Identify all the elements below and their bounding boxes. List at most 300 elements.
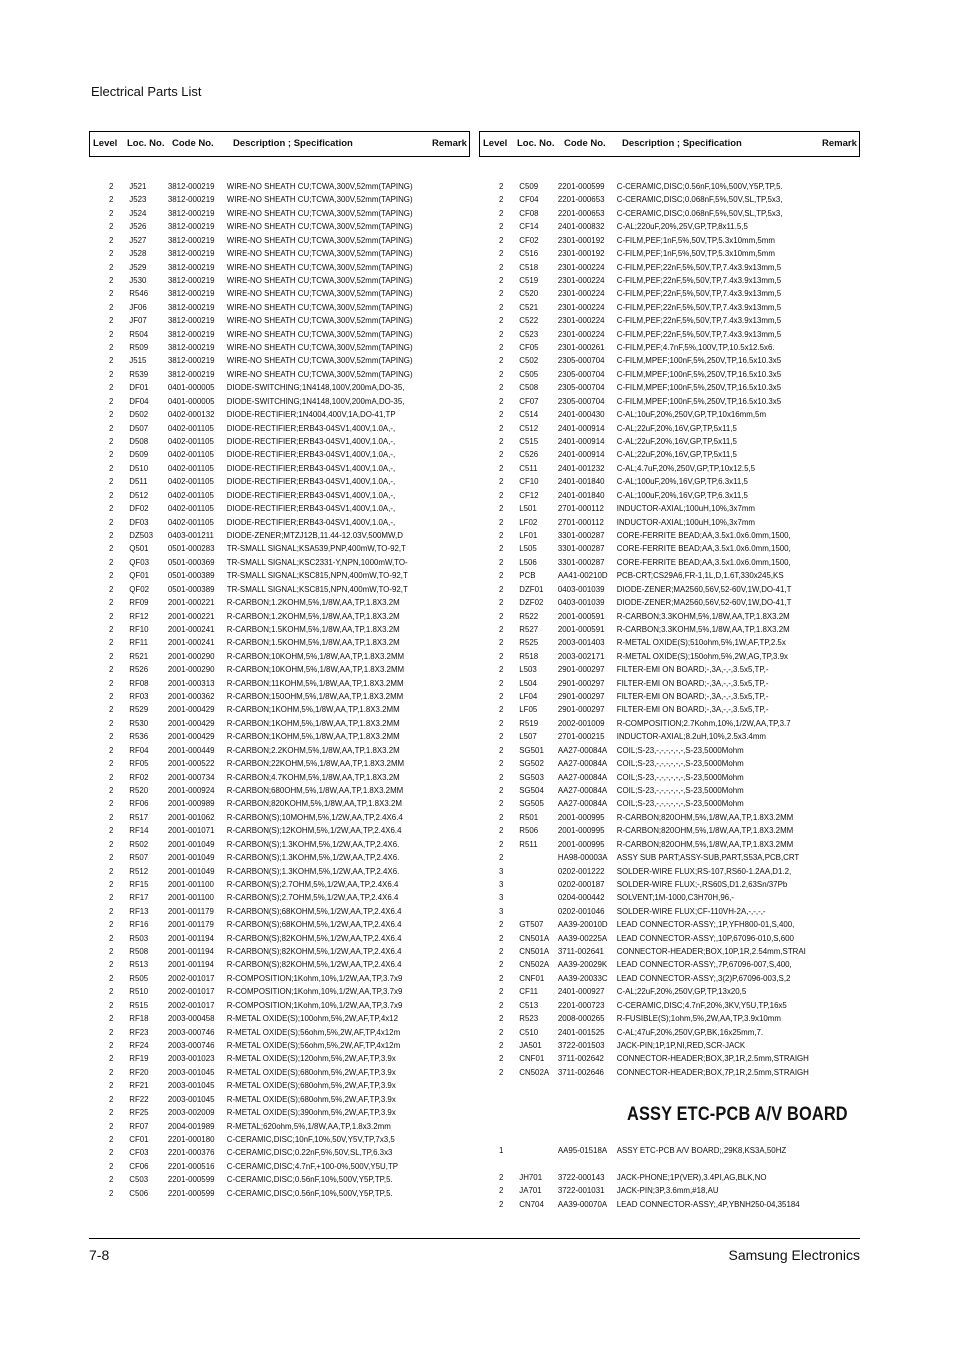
loc-cell: R509 [129, 342, 149, 353]
loc-cell: SG502 [519, 758, 544, 769]
code-cell: 2201-000653 [557, 207, 605, 218]
code-cell: 2201-000723 [557, 999, 605, 1010]
loc-cell: D512 [129, 489, 149, 500]
desc-cell: DIODE-RECTIFIER;ERB43-04SV1,400V,1.0A,-, [226, 476, 396, 487]
loc-cell: LF01 [519, 529, 538, 540]
desc-header: Description ; Specification [622, 138, 742, 149]
table-row [499, 287, 830, 300]
desc-cell: R-METAL OXIDE(S);56ohm,5%,2W,AF,TP,4x12m [226, 1026, 401, 1037]
loc-cell: CF02 [519, 234, 539, 245]
level-cell: 2 [109, 181, 114, 191]
desc-cell: WIRE-NO SHEATH CU;TCWA,300V,52mm(TAPING) [226, 248, 413, 259]
code-cell: 2901-000297 [557, 664, 605, 675]
table-row [109, 636, 440, 649]
loc-cell: CF03 [129, 1147, 149, 1158]
table-row [499, 368, 830, 381]
desc-cell: WIRE-NO SHEATH CU;TCWA,300V,52mm(TAPING) [226, 274, 413, 285]
level-cell: 2 [109, 462, 114, 473]
level-cell: 2 [109, 865, 114, 876]
level-cell: 2 [109, 543, 114, 554]
desc-cell: COIL;S-23,-,-,-,-,-,-,S-23,5000Mohm [616, 771, 744, 782]
table-row [499, 1171, 830, 1184]
code-cell: AA39-20010D [557, 919, 608, 930]
loc-cell: RF25 [129, 1107, 149, 1118]
code-cell: 2001-001071 [167, 825, 215, 836]
table-row [109, 730, 440, 743]
desc-cell: R-CARBON;820OHM,5%,1/8W,AA,TP,1.8X3.2MM [616, 838, 794, 849]
code-cell: 3812-000219 [167, 181, 215, 191]
desc-cell: C-AL;100uF,20%,16V,GP,TP,6.3x11,5 [616, 489, 748, 500]
table-row [109, 918, 440, 931]
code-cell: 2305-000704 [557, 395, 605, 406]
loc-cell: C512 [519, 422, 539, 433]
code-cell: 2301-000224 [557, 288, 605, 299]
desc-cell: R-CARBON;22KOHM,5%,1/8W,AA,TP,1.8X3.2MM [226, 758, 405, 769]
code-cell: 2201-000599 [167, 1174, 215, 1185]
level-cell: 2 [499, 355, 504, 366]
code-cell: 0402-001105 [167, 489, 214, 500]
loc-cell: RF16 [129, 919, 149, 930]
desc-cell: DIODE-RECTIFIER;ERB43-04SV1,400V,1.0A,-, [226, 449, 396, 460]
code-cell: 2201-000516 [167, 1160, 215, 1171]
loc-cell: RF14 [129, 825, 149, 836]
code-cell: 2201-000599 [167, 1187, 215, 1198]
desc-cell: C-AL;22uF,20%,250V,GP,TP,13x20,5 [616, 986, 747, 997]
desc-cell: WIRE-NO SHEATH CU;TCWA,300V,52mm(TAPING) [226, 315, 413, 326]
table-row [109, 1039, 440, 1052]
table-row [499, 1066, 830, 1079]
level-cell: 2 [109, 919, 114, 930]
loc-cell: R506 [519, 825, 539, 836]
loc-cell: R508 [129, 946, 149, 957]
desc-cell: C-FILM,MPEF;100nF,5%,250V,TP,16.5x10.3x5 [616, 355, 782, 366]
loc-cell: CF05 [519, 342, 539, 353]
level-cell: 2 [499, 221, 504, 232]
loc-cell: CF04 [519, 194, 539, 205]
loc-cell: DZ503 [129, 529, 153, 540]
code-cell: 3711-002642 [557, 1053, 604, 1064]
loc-cell: R501 [519, 811, 539, 822]
code-cell: 0402-001105 [167, 422, 214, 433]
desc-cell: R-CARBON(S);1.3KOHM,5%,1/2W,AA,TP,2.4X6. [226, 838, 400, 849]
level-cell: 2 [499, 691, 504, 702]
loc-cell: D509 [129, 449, 149, 460]
level-cell: 2 [499, 301, 504, 312]
desc-cell: R-CARBON(S);1.3KOHM,5%,1/2W,AA,TP,2.4X6. [226, 865, 400, 876]
desc-cell: WIRE-NO SHEATH CU;TCWA,300V,52mm(TAPING) [226, 355, 413, 366]
loc-cell: C509 [519, 181, 539, 191]
desc-cell: C-FILM,PEF;22nF,5%,50V,TP,7.4x3.9x13mm,5 [616, 288, 782, 299]
desc-cell: R-CARBON(S);82KOHM,5%,1/2W,AA,TP,2.4X6.4 [226, 946, 402, 957]
table-row [499, 489, 830, 502]
loc-cell: DF03 [129, 516, 149, 527]
level-cell: 2 [109, 717, 114, 728]
level-cell: 2 [109, 301, 114, 312]
loc-cell: R504 [129, 328, 149, 339]
desc-cell: SOLDER-WIRE FLUX;CF-110VH-2A,-,-,-,- [616, 905, 766, 916]
loc-cell: J515 [129, 355, 147, 366]
code-cell: 2201-000653 [557, 194, 605, 205]
desc-cell: FILTER-EMI ON BOARD;-,3A,-,-,3.5x5,TP,- [616, 691, 769, 702]
loc-cell: RF07 [129, 1120, 149, 1131]
code-cell: 2201-000376 [167, 1147, 215, 1158]
code-cell: 3812-000219 [167, 234, 215, 245]
table-row [109, 1052, 440, 1065]
level-cell: 2 [109, 784, 114, 795]
code-cell: 2004-001989 [167, 1120, 215, 1131]
desc-cell: R-CARBON;150OHM,5%,1/8W,AA,TP,1.8X3.2MM [226, 691, 404, 702]
table-row [499, 677, 830, 690]
loc-cell: DF01 [129, 382, 149, 393]
level-cell: 2 [109, 999, 114, 1010]
loc-cell: CF12 [519, 489, 539, 500]
code-cell: 3301-000287 [557, 556, 605, 567]
loc-cell: RF11 [129, 637, 148, 648]
loc-cell: C514 [519, 409, 539, 420]
level-cell: 2 [109, 274, 114, 285]
desc-cell: DIODE-RECTIFIER;ERB43-04SV1,400V,1.0A,-, [226, 462, 396, 473]
loc-cell: RF24 [129, 1040, 149, 1050]
level-cell: 2 [109, 664, 114, 675]
table-row [499, 408, 830, 421]
loc-cell: R515 [129, 999, 149, 1010]
table-row [499, 972, 830, 985]
code-cell: 3812-000219 [167, 221, 215, 232]
level-cell: 2 [499, 677, 504, 688]
loc-cell: CF07 [519, 395, 539, 406]
level-cell: 2 [109, 194, 114, 205]
table-row [109, 1160, 440, 1173]
loc-cell: C521 [519, 301, 539, 312]
loc-cell: J528 [129, 248, 147, 259]
code-cell: 2002-001017 [167, 986, 215, 997]
level-cell: 2 [499, 248, 504, 259]
code-cell: 2001-000522 [167, 758, 215, 769]
desc-cell: TR-SMALL SIGNAL;KSC2331-Y,NPN,1000mW,TO- [226, 556, 408, 567]
table-row [499, 261, 830, 274]
loc-cell: RF04 [129, 744, 149, 755]
table-row [499, 730, 830, 743]
desc-cell: COIL;S-23,-,-,-,-,-,-,S-23,5000Mohm [616, 798, 744, 809]
code-cell: 0402-001105 [167, 462, 214, 473]
desc-cell: CONNECTOR-HEADER;BOX,3P,1R,2.5mm,STRAIGH [616, 1053, 809, 1064]
code-cell: 3722-000143 [557, 1172, 605, 1182]
table-row [499, 824, 830, 837]
loc-cell: J521 [129, 181, 147, 191]
level-cell: 2 [109, 932, 114, 943]
desc-cell: C-AL;100uF,20%,16V,GP,TP,6.3x11,5 [616, 476, 748, 487]
loc-cell: R522 [519, 610, 539, 621]
desc-cell: R-CARBON;680OHM,5%,1/8W,AA,TP,1.8X3.2MM [226, 784, 404, 795]
loc-cell: RF13 [129, 905, 149, 916]
desc-cell: WIRE-NO SHEATH CU;TCWA,300V,52mm(TAPING) [226, 301, 413, 312]
table-row [109, 180, 440, 193]
desc-cell: R-METAL OXIDE(S);510ohm,5%,1W,AF,TP,2.5x [616, 637, 786, 648]
code-cell: 0402-001105 [167, 476, 214, 487]
company-name: Samsung Electronics [728, 1247, 860, 1263]
code-cell: 0403-001039 [557, 583, 605, 594]
desc-cell: LEAD CONNECTOR-ASSY;,10P,67096-010,S,600 [616, 932, 794, 943]
level-cell: 2 [499, 503, 504, 514]
desc-cell: ASSY SUB PART;ASSY-SUB,PART,S53A,PCB,CRT [616, 852, 800, 863]
loc-cell: R546 [129, 288, 149, 299]
table-row [109, 1120, 440, 1133]
desc-cell: WIRE-NO SHEATH CU;TCWA,300V,52mm(TAPING) [226, 194, 413, 205]
level-cell: 2 [499, 342, 504, 353]
desc-cell: R-CARBON;1KOHM,5%,1/8W,AA,TP,1.8X3.2MM [226, 704, 400, 715]
level-cell: 2 [499, 1053, 504, 1064]
desc-cell: ASSY ETC-PCB A/V BOARD;,29K8,KS3A,50HZ [616, 1145, 787, 1155]
table-row [109, 475, 440, 488]
desc-cell: R-CARBON;4.7KOHM,5%,1/8W,AA,TP,1.8X3.2M [226, 771, 400, 782]
desc-cell: R-CARBON;3.3KOHM,5%,1/8W,AA,TP,1.8X3.2M [616, 610, 790, 621]
desc-cell: CORE-FERRITE BEAD;AA,3.5x1.0x6.0mm,1500, [616, 556, 791, 567]
desc-cell: INDUCTOR-AXIAL;100uH,10%,3x7mm [616, 516, 756, 527]
level-cell: 2 [499, 771, 504, 782]
desc-cell: R-CARBON;1KOHM,5%,1/8W,AA,TP,1.8X3.2MM [226, 717, 400, 728]
table-row [499, 193, 830, 206]
table-row [109, 462, 440, 475]
code-cell: 2001-001062 [167, 811, 215, 822]
loc-cell: CNF01 [519, 1053, 545, 1064]
table-row [109, 744, 440, 757]
loc-cell: RF23 [129, 1026, 149, 1037]
table-row [499, 905, 830, 918]
table-row [109, 395, 440, 408]
code-cell: 3812-000219 [167, 328, 215, 339]
desc-cell: R-CARBON;2.2KOHM,5%,1/8W,AA,TP,1.8X3.2M [226, 744, 400, 755]
code-cell: 2001-001194 [167, 932, 214, 943]
table-row [499, 784, 830, 797]
loc-cell: J530 [129, 274, 147, 285]
code-cell: 2001-001049 [167, 865, 215, 876]
loc-cell: RF22 [129, 1093, 149, 1104]
loc-cell: RF17 [129, 892, 149, 903]
level-cell: 2 [499, 529, 504, 540]
desc-cell: DIODE-SWITCHING;1N4148,100V,200mA,DO-35, [226, 382, 405, 393]
loc-cell: C502 [519, 355, 539, 366]
table-row [109, 220, 440, 233]
code-cell: 2701-000112 [557, 503, 604, 514]
table-row [109, 408, 440, 421]
loc-cell: R520 [129, 784, 149, 795]
table-row [499, 811, 830, 824]
loc-cell: LF04 [519, 691, 538, 702]
loc-cell: RF03 [129, 691, 149, 702]
table-row [109, 1079, 440, 1092]
code-cell: 2001-000429 [167, 717, 215, 728]
desc-cell: FILTER-EMI ON BOARD;-,3A,-,-,3.5x5,TP,- [616, 677, 769, 688]
level-cell: 2 [109, 972, 114, 983]
loc-cell: L501 [519, 503, 537, 514]
code-cell: 2001-000989 [167, 798, 215, 809]
level-cell: 2 [499, 852, 504, 863]
loc-cell: CF14 [519, 221, 539, 232]
table-row [109, 985, 440, 998]
code-header: Code No. [172, 138, 214, 149]
table-row [499, 744, 830, 757]
desc-cell: C-AL;47uF,20%,250V,GP,BK,16x25mm,7. [616, 1026, 764, 1037]
desc-cell: C-CERAMIC,DISC;0.56nF,10%,500V,Y5P,TP,5. [616, 181, 783, 191]
desc-cell: C-CERAMIC,DISC;10nF,10%,50V,Y5V,TP,7x3,5 [226, 1133, 395, 1144]
table-row [109, 341, 440, 354]
code-cell: 0501-000389 [167, 583, 215, 594]
level-cell: 2 [109, 368, 114, 379]
code-cell: 2001-000995 [557, 811, 605, 822]
table-row [499, 475, 830, 488]
code-cell: 2401-000914 [557, 436, 605, 447]
table-row [109, 207, 440, 220]
level-cell: 2 [109, 610, 114, 621]
level-cell: 2 [499, 650, 504, 661]
table-row [109, 354, 440, 367]
code-cell: AA27-00084A [557, 771, 608, 782]
table-row [109, 663, 440, 676]
table-row [109, 261, 440, 274]
desc-cell: SOLDER-WIRE FLUX;-,RS60S,D1.2,63Sn/37Pb [616, 878, 788, 889]
level-cell: 2 [109, 1026, 114, 1037]
code-cell: 0202-000187 [557, 878, 605, 889]
code-cell: 3812-000219 [167, 261, 215, 272]
level-cell: 2 [109, 1160, 114, 1171]
table-row [499, 207, 830, 220]
section-title: Electrical Parts List [91, 84, 202, 99]
level-cell: 2 [499, 623, 504, 634]
level-cell: 2 [109, 382, 114, 393]
assy-section-title: ASSY ETC-PCB A/V BOARD [627, 1104, 848, 1125]
loc-cell: RF19 [129, 1053, 149, 1064]
loc-cell: C526 [519, 449, 539, 460]
desc-cell: WIRE-NO SHEATH CU;TCWA,300V,52mm(TAPING) [226, 288, 413, 299]
table-row [109, 502, 440, 515]
loc-cell: C508 [519, 382, 539, 393]
loc-cell: CF10 [519, 476, 539, 487]
table-row [499, 234, 830, 247]
loc-cell: SG503 [519, 771, 544, 782]
level-cell: 2 [109, 1093, 114, 1104]
table-row [109, 287, 440, 300]
level-cell: 2 [499, 328, 504, 339]
level-cell: 2 [499, 368, 504, 379]
desc-cell: DIODE-RECTIFIER;ERB43-04SV1,400V,1.0A,-, [226, 503, 396, 514]
code-cell: 2001-000591 [557, 623, 605, 634]
table-row [499, 435, 830, 448]
left-table-header [89, 131, 470, 157]
desc-cell: LEAD CONNECTOR-ASSY;,4P,YBNH250-04,35184 [616, 1198, 800, 1209]
table-row [109, 1146, 440, 1159]
level-cell: 2 [109, 529, 114, 540]
loc-header: Loc. No. [127, 138, 165, 149]
level-cell: 2 [109, 878, 114, 889]
desc-cell: R-METAL OXIDE(S);680ohm,5%,2W,AF,TP,3.9x [226, 1093, 396, 1104]
desc-cell: R-CARBON;1KOHM,5%,1/8W,AA,TP,1.8X3.2MM [226, 731, 400, 742]
code-cell: 3722-001503 [557, 1040, 605, 1050]
loc-cell: DF02 [129, 503, 149, 514]
level-cell: 2 [499, 288, 504, 299]
code-cell: 2001-000995 [557, 838, 605, 849]
loc-cell: JF06 [129, 301, 147, 312]
code-cell: 0402-001105 [167, 436, 214, 447]
code-cell: 2003-002171 [557, 650, 605, 661]
loc-cell: R518 [519, 650, 539, 661]
table-row [109, 1012, 440, 1025]
loc-cell: PCB [519, 570, 536, 581]
code-cell: 2301-000261 [557, 342, 605, 353]
desc-cell: COIL;S-23,-,-,-,-,-,-,S-23,5000Mohm [616, 784, 744, 795]
code-cell: 2001-001194 [167, 946, 214, 957]
level-cell: 2 [499, 946, 504, 957]
code-cell: 2001-000924 [167, 784, 215, 795]
level-cell: 2 [499, 207, 504, 218]
table-row [109, 247, 440, 260]
code-cell: 2008-000265 [557, 1013, 605, 1024]
desc-cell: C-AL;10uF,20%,250V,GP,TP,10x16mm,5m [616, 409, 767, 420]
desc-cell: COIL;S-23,-,-,-,-,-,-,S-23,5000Mohm [616, 758, 744, 769]
level-cell: 2 [109, 449, 114, 460]
code-cell: 3812-000219 [167, 355, 215, 366]
desc-cell: WIRE-NO SHEATH CU;TCWA,300V,52mm(TAPING) [226, 234, 413, 245]
loc-cell: C513 [519, 999, 539, 1010]
loc-cell: CN501A [519, 946, 550, 957]
loc-cell: LF05 [519, 704, 538, 715]
level-cell: 2 [499, 784, 504, 795]
desc-cell: TR-SMALL SIGNAL;KSC815,NPN,400mW,TO-92,T [226, 570, 408, 581]
code-cell: 2003-000746 [167, 1026, 215, 1037]
code-cell: 2002-001017 [167, 972, 215, 983]
code-cell: 2001-000290 [167, 650, 215, 661]
code-cell: AA27-00084A [557, 784, 608, 795]
level-cell: 2 [109, 503, 114, 514]
level-cell: 2 [499, 664, 504, 675]
level-cell: 2 [109, 422, 114, 433]
desc-cell: DIODE-RECTIFIER;ERB43-04SV1,400V,1.0A,-, [226, 422, 396, 433]
desc-cell: C-FILM,PEF;22nF,5%,50V,TP,7.4x3.9x13mm,5 [616, 274, 782, 285]
loc-cell: LF02 [519, 516, 538, 527]
desc-cell: C-FILM,PEF;22nF,5%,50V,TP,7.4x3.9x13mm,5 [616, 328, 782, 339]
table-row [109, 932, 440, 945]
code-cell: 2001-000241 [167, 623, 215, 634]
desc-cell: DIODE-ZENER;MTZJ12B,11.44-12.03V,500MW,D [226, 529, 403, 540]
assy-parts-list-main [499, 1144, 859, 1157]
code-cell: 2401-000430 [557, 409, 605, 420]
code-cell: 2001-000734 [167, 771, 215, 782]
desc-cell: R-CARBON;10KOHM,5%,1/8W,AA,TP,1.8X3.2MM [226, 650, 405, 661]
code-cell: 2001-000429 [167, 704, 215, 715]
desc-cell: INDUCTOR-AXIAL;100uH,10%,3x7mm [616, 503, 756, 514]
code-cell: 2001-000591 [557, 610, 605, 621]
level-cell: 2 [499, 717, 504, 728]
level-cell: 2 [109, 516, 114, 527]
table-row [109, 972, 440, 985]
desc-cell: CONNECTOR-HEADER;BOX,10P,1R,2.54mm,STRAI [616, 946, 806, 957]
code-cell: 3812-000219 [167, 368, 215, 379]
loc-cell: R523 [519, 1013, 539, 1024]
table-row [109, 1173, 440, 1186]
desc-cell: WIRE-NO SHEATH CU;TCWA,300V,52mm(TAPING) [226, 181, 413, 191]
desc-cell: R-CARBON(S);12KOHM,5%,1/2W,AA,TP,2.4X6.4 [226, 825, 402, 836]
code-cell: 2401-001840 [557, 476, 605, 487]
code-cell: AA27-00084A [557, 798, 608, 809]
table-row [109, 891, 440, 904]
desc-cell: WIRE-NO SHEATH CU;TCWA,300V,52mm(TAPING) [226, 328, 413, 339]
table-row [499, 865, 830, 878]
table-row [499, 422, 830, 435]
table-row [499, 502, 830, 515]
loc-cell: R502 [129, 838, 149, 849]
level-cell: 2 [499, 704, 504, 715]
table-row [109, 623, 440, 636]
code-cell: 2401-000832 [557, 221, 605, 232]
